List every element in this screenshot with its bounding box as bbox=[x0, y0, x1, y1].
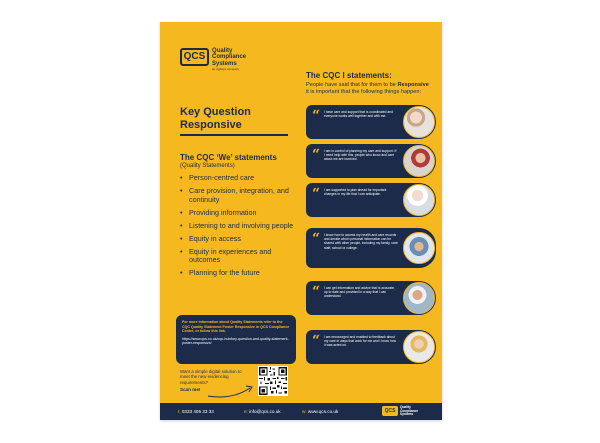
i-statements-heading: The CQC I statements: bbox=[306, 71, 392, 80]
person-photo bbox=[403, 331, 435, 363]
i-statement-text: I have care and support that is coordinated and everyone works well together and with me. bbox=[324, 110, 393, 119]
i-statement-card bbox=[306, 105, 436, 139]
i-statement-card bbox=[306, 183, 436, 217]
poster bbox=[160, 22, 442, 420]
we-statement-item: • Providing information bbox=[180, 209, 300, 218]
we-statements-subheading: (Quality Statements) bbox=[180, 163, 235, 169]
person-photo bbox=[403, 145, 435, 177]
we-statement-item: • Planning for the future bbox=[180, 269, 300, 278]
title-divider bbox=[180, 134, 288, 136]
footer-logo-line-1: Quality bbox=[400, 405, 411, 409]
quote-mark-icon: “ bbox=[312, 284, 321, 300]
intro-text-bold: Responsive bbox=[397, 82, 429, 88]
logo-wordmark bbox=[212, 48, 246, 71]
email-value: info@qcs.co.uk bbox=[249, 409, 281, 414]
poster-title: Key Question Responsive bbox=[180, 106, 251, 131]
footer-website[interactable] bbox=[302, 408, 338, 415]
phone-value: 0333 405 33 33 bbox=[181, 409, 214, 414]
we-statement-item: • Equity in access bbox=[180, 235, 300, 244]
footer-logo-line-3: Systems bbox=[400, 412, 414, 417]
digital-solution-prompt: Want a simple digital solution to meet the new evidencing requirements? bbox=[180, 369, 242, 385]
quote-mark-icon: “ bbox=[312, 186, 321, 202]
i-statement-card bbox=[306, 228, 436, 268]
quote-mark-icon: “ bbox=[312, 108, 321, 124]
curved-arrow-icon bbox=[206, 382, 258, 400]
i-statement-text: I am supported to plan ahead for important changes in my life that I can anticipate. bbox=[324, 188, 387, 197]
phone-label: t: bbox=[178, 409, 181, 414]
i-statement-text: I can get information and advice that is accurate, up to date and provided in a way that I can understand. bbox=[324, 286, 395, 299]
website-value: www.qcs.co.uk bbox=[307, 409, 339, 414]
more-info-box bbox=[176, 315, 296, 364]
footer-phone[interactable] bbox=[178, 408, 214, 415]
person-photo bbox=[403, 282, 435, 314]
logo-line-2: Compliance bbox=[212, 54, 247, 61]
quote-mark-icon: “ bbox=[312, 231, 321, 247]
scan-me-label: Scan me! bbox=[180, 387, 201, 392]
i-statement-text: I know how to access my health and care records and decide which personal information can be shared with other people, including my family, care staff, school or college. bbox=[324, 233, 398, 250]
footer-bar bbox=[160, 403, 442, 420]
qr-code[interactable] bbox=[258, 366, 288, 396]
footer-logo-line-2: Compliance bbox=[400, 408, 419, 413]
we-statement-item: • Care provision, integration, and continuity bbox=[180, 187, 300, 204]
person-photo bbox=[403, 184, 435, 216]
we-statements-heading: The CQC ‘We’ statements bbox=[180, 153, 277, 162]
i-statement-card bbox=[306, 281, 436, 315]
i-statement-card bbox=[306, 330, 436, 364]
intro-text-end: it is important that the following things happen: bbox=[306, 88, 422, 95]
footer-logo-mark: QCS bbox=[382, 406, 398, 416]
email-label: e: bbox=[244, 409, 248, 414]
we-statement-item: • Listening to and involving people bbox=[180, 222, 300, 231]
we-statements-list bbox=[180, 174, 300, 282]
more-info-text: For more information about Quality Statements refer to the CQC Quality Statement Poster Responsive in QCS Compliance Centre, or follow this link. bbox=[182, 320, 290, 334]
website-label: w: bbox=[302, 409, 307, 414]
quote-mark-icon: “ bbox=[312, 147, 321, 163]
logo-line-1: Quality bbox=[212, 48, 233, 54]
i-statements-intro bbox=[306, 82, 432, 96]
i-statement-card bbox=[306, 144, 436, 178]
i-statement-text: I am encouraged and enabled to feedback about my care in ways that work for me and I know how it was acted on. bbox=[324, 335, 397, 348]
i-statement-text: I am in control of planning my care and support. If I need help with this, people who know and care about me are involved. bbox=[324, 149, 397, 162]
we-statement-item: • Person-centred care bbox=[180, 174, 300, 183]
more-info-link[interactable]: https://www.qcs.co.uk/cqc-hub/key-question-and-quality-statement-poster-responsive/ bbox=[182, 336, 289, 346]
logo-line-3: Systems bbox=[212, 60, 237, 67]
we-statement-item: • Equity in experiences and outcomes bbox=[180, 248, 300, 265]
footer-logo bbox=[382, 406, 418, 417]
logo-mark: QCS bbox=[180, 48, 209, 66]
quote-mark-icon: “ bbox=[312, 333, 321, 349]
logo-subtitle: an Agilisys company bbox=[212, 66, 240, 71]
person-photo bbox=[403, 106, 435, 138]
intro-text-start: People have said that for them to be bbox=[306, 82, 398, 88]
footer-email[interactable] bbox=[244, 408, 281, 415]
footer-logo-wordmark bbox=[400, 406, 418, 417]
qcs-logo bbox=[180, 48, 246, 71]
person-photo bbox=[403, 232, 435, 264]
